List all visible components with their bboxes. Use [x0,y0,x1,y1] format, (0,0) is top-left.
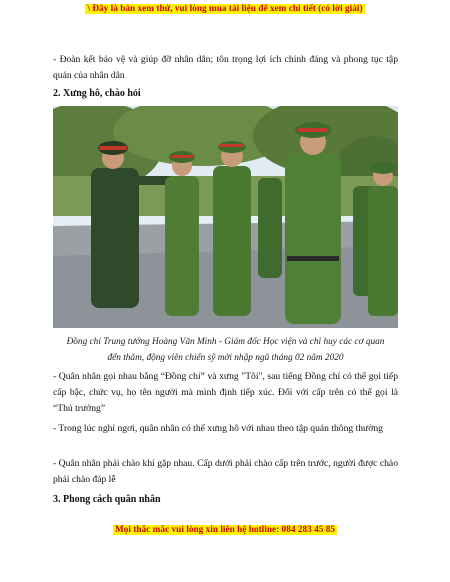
hotline-banner [0,525,450,535]
preview-notice-banner [0,4,450,14]
paragraph-rest-time-address: - Trong lúc nghỉ ngơi, quân nhân có thể xưng hô với nhau theo tập quán thông thường [53,423,383,434]
section-3-heading: 3. Phong cách quân nhân [53,494,161,505]
intro-paragraph: - Đoàn kết bảo vệ và giúp đỡ nhân dân; tôn trọng lợi ích chính đáng và phong tục tập quán của nhân dân [53,54,398,81]
hotline-text: Mọi thắc mắc vui lòng xin liên hệ hotline: 084 283 45 85 [114,525,336,535]
photo-caption-line-1: Đồng chí Trung tướng Hoàng Văn Minh - Giám đốc Học viện và chỉ huy các cơ quan [66,337,385,347]
preview-notice-text: \ Đây là bản xem thử, vui lòng mua tài liệu để xem chi tiết (có lời giải) [87,4,363,14]
photo-caption-line-2: đến thăm, động viên chiến sỹ mới nhập ngũ tháng 02 năm 2020 [107,353,344,363]
paragraph-greeting-rules: - Quân nhân gọi nhau bằng “Đồng chí” và xưng "Tôi", sau tiếng Đồng chí có thể gọi tiếp cấp bậc, chức vụ, họ tên người mà mình định tiếp xúc. Đối với cấp trên có thể gọi là “Thủ trưởng” [53,371,398,414]
paragraph-salute-rules: - Quân nhân phải chào khi gặp nhau. Cấp dưới phải chào cấp trên trước, người được chào phải chào đáp lễ [53,458,398,485]
section-2-heading: 2. Xưng hô, chào hỏi [53,88,141,99]
soldiers-saluting-photo [53,106,398,328]
